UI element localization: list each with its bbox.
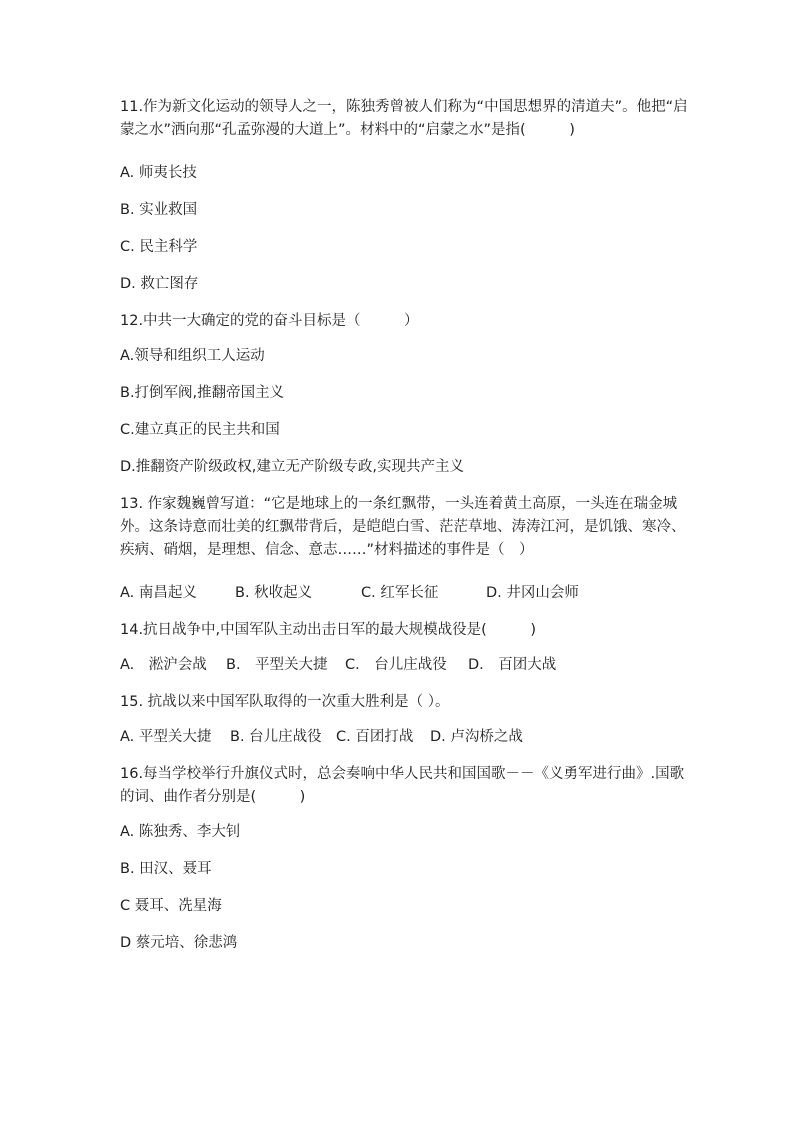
- question-12-stem: 12.中共一大确定的党的奋斗目标是（ ）: [120, 313, 419, 329]
- question-11-option-b: B. 实业救国: [120, 202, 198, 218]
- question-15-option-d: D. 卢沟桥之战: [430, 729, 523, 745]
- question-16-option-a: A. 陈独秀、李大钊: [120, 824, 241, 840]
- question-12-option-d: D.推翻资产阶级政权,建立无产阶级专政,实现共产主义: [120, 459, 464, 475]
- question-16-option-c: C 聂耳、冼星海: [120, 898, 222, 914]
- question-13-option-a: A. 南昌起义: [120, 585, 197, 601]
- question-13-option-c: C. 红军长征: [361, 585, 439, 601]
- question-14-options: [120, 654, 695, 677]
- question-11-option-d: D. 救亡图存: [120, 276, 199, 292]
- question-12-option-b: B.打倒军阀,推翻帝国主义: [120, 385, 285, 401]
- question-16-stem: 16.每当学校举行升旗仪式时，总会奏响中华人民共和国国歌－－《义勇军进行曲》.国歌的词、曲作者分别是( ): [120, 766, 685, 805]
- question-16-option-d: D 蔡元培、徐悲鸿: [120, 935, 238, 951]
- question-14-option-d: D. 百团大战: [468, 657, 557, 673]
- question-15-options: [120, 726, 695, 749]
- question-13-option-b: B. 秋收起义: [235, 585, 313, 601]
- question-12-option-a: A.领导和组织工人运动: [120, 348, 265, 364]
- question-13-options: [120, 582, 695, 605]
- question-11-option-c: C. 民主科学: [120, 239, 198, 255]
- question-13-option-d: D. 井冈山会师: [486, 585, 579, 601]
- question-sheet: [120, 96, 695, 969]
- question-12-option-c: C.建立真正的民主共和国: [120, 422, 280, 438]
- question-16-option-b: B. 田汉、聂耳: [120, 861, 212, 877]
- question-15-option-c: C. 百团打战: [336, 729, 414, 745]
- question-14-option-c: C. 台儿庄战役: [345, 657, 447, 673]
- question-11-option-a: A. 师夷长技: [120, 165, 197, 181]
- question-15-option-b: B. 台儿庄战役: [230, 729, 322, 745]
- question-15-stem: 15. 抗战以来中国军队取得的一次重大胜利是（ ）。: [120, 694, 450, 710]
- question-13-stem: 13. 作家魏巍曾写道：“它是地球上的一条红飘带，一头连着黄土高原，一头连在瑞金城外。这条诗意而壮美的红飘带背后，是皑皑白雪、茫茫草地、涛涛江河，是饥饿、寒冷、疾病、硝烟，是理想、信念、意志……”材料描述的事件是（ ）: [120, 496, 686, 558]
- question-14-stem: 14.抗日战争中,中国军队主动出击日军的最大规模战役是( ): [120, 622, 536, 638]
- question-11-stem: 11.作为新文化运动的领导人之一，陈独秀曾被人们称为“中国思想界的清道夫”。他把“启蒙之水”洒向那“孔孟弥漫的大道上”。材料中的“启蒙之水”是指( ): [120, 99, 688, 138]
- question-14-option-a: A. 淞沪会战: [120, 657, 207, 673]
- question-14-option-b: B. 平型关大捷: [226, 657, 328, 673]
- question-15-option-a: A. 平型关大捷: [120, 729, 212, 745]
